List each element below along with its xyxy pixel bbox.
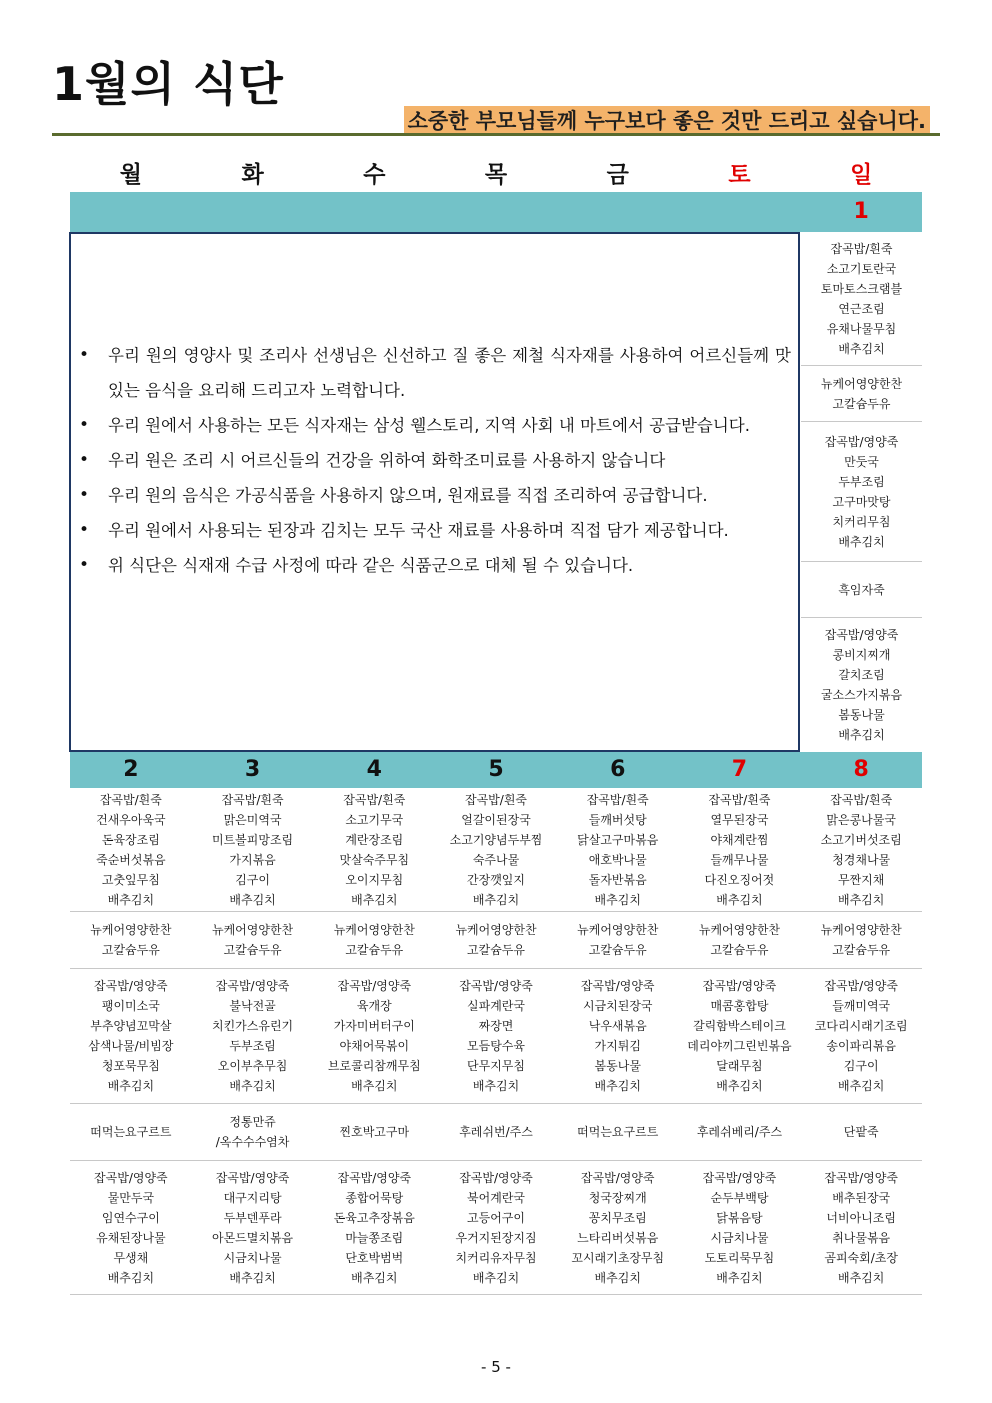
menu-item: 잡곡밥/영양죽 — [215, 1170, 290, 1185]
menu-item: 달래무침 — [716, 1059, 763, 1073]
menu-item: 배추김치 — [716, 1079, 763, 1093]
menu-cell-mon — [70, 912, 192, 968]
menu-cell-tue — [192, 1161, 314, 1294]
menu-item: 북어계란국 — [467, 1190, 525, 1205]
menu-item: 콩비지찌개 — [832, 648, 891, 662]
menu-item: 잡곡밥/흰죽 — [586, 792, 649, 807]
menu-item: 육개장 — [356, 999, 392, 1013]
menu-item: 잡곡밥/흰죽 — [708, 792, 771, 807]
menu-item: 잡곡밥/흰죽 — [99, 792, 162, 807]
menu-item: 애호박나물 — [588, 852, 647, 867]
week1-sunday-menu — [801, 232, 922, 752]
menu-row-dinner — [70, 969, 922, 1104]
menu-item: 너비아니조림 — [826, 1210, 896, 1225]
menu-item: 닭살고구마볶음 — [577, 832, 659, 847]
menu-item: 두부조림 — [229, 1039, 276, 1053]
menu-item: 연근조림 — [838, 301, 885, 316]
menu-item: 잡곡밥/영양죽 — [824, 628, 899, 642]
menu-item: 잡곡밥/영양죽 — [337, 1170, 412, 1185]
menu-item: 잡곡밥/영양죽 — [824, 979, 898, 993]
menu-item: 청국장찌개 — [588, 1190, 647, 1205]
menu-item: 가지튀김 — [594, 1039, 641, 1053]
menu-item: 배추김치 — [107, 892, 155, 907]
menu-cell-thu — [435, 1161, 557, 1294]
week2-date-thu: 5 — [488, 757, 504, 782]
menu-item: 물만두국 — [107, 1190, 155, 1205]
menu-item: 잡곡밥/영양죽 — [459, 979, 533, 993]
menu-item: 돌자반볶음 — [588, 872, 647, 887]
menu-item: 야채어묵볶이 — [339, 1039, 410, 1053]
menu-item: 치킨가스유린기 — [212, 1019, 294, 1033]
menu-item: 후레쉬베리/주스 — [696, 1125, 783, 1139]
menu-item: 잡곡밥/흰죽 — [830, 241, 893, 256]
menu-item: 고칼슘두유 — [345, 943, 404, 957]
menu-item: 건새우아욱국 — [96, 812, 166, 827]
notice-item: • 우리 원에서 사용되는 된장과 김치는 모두 국산 재료를 사용하며 직접 담가 제공합니다. — [79, 513, 791, 548]
menu-cell-tue — [192, 912, 314, 968]
menu-item: 배추김치 — [229, 892, 276, 907]
menu-row-supper — [70, 1161, 922, 1295]
menu-item: 가지볶음 — [229, 852, 276, 867]
menu-cell-sun — [800, 969, 922, 1103]
menu-item: 배추김치 — [351, 892, 398, 907]
week1-date-sun: 1 — [853, 199, 869, 224]
menu-item: 시금치나물 — [710, 1230, 769, 1245]
menu-item: 찐호박고구마 — [339, 1125, 410, 1139]
menu-item: 데리야끼그린빈볶음 — [687, 1039, 792, 1053]
notice-box — [69, 232, 800, 752]
menu-cell-wed — [313, 1161, 435, 1294]
menu-item: 후레쉬번/주스 — [459, 1125, 533, 1139]
weekday-header — [70, 156, 922, 189]
menu-item: 배추김치 — [472, 892, 520, 907]
menu-item: 정통만쥬 — [229, 1115, 276, 1129]
menu-cell-sun — [800, 788, 922, 911]
menu-item: 꼬시래기초장무침 — [571, 1250, 665, 1265]
menu-item: 시금치나물 — [223, 1250, 282, 1265]
weekday-sun: 일 — [850, 162, 873, 188]
menu-row-snack-am — [70, 912, 922, 969]
week2-date-sat: 7 — [731, 757, 748, 782]
slogan: 소중한 부모님들께 누구보다 좋은 것만 드리고 싶습니다. — [404, 106, 930, 136]
menu-item: 배추김치 — [837, 892, 885, 907]
menu-item: 꽁치무조림 — [588, 1210, 647, 1225]
menu-cell-dinner — [801, 422, 922, 562]
menu-item: 갈치조림 — [838, 668, 885, 682]
menu-item: 아몬드멸치볶음 — [212, 1230, 294, 1245]
menu-item: 잡곡밥/영양죽 — [337, 979, 412, 993]
week2-menu-grid — [70, 788, 922, 1295]
menu-cell-tue — [192, 969, 314, 1103]
menu-item: 임연수구이 — [101, 1210, 160, 1225]
menu-cell-wed — [313, 912, 435, 968]
menu-item: 고칼슘두유 — [101, 943, 160, 957]
menu-cell-thu — [435, 1104, 557, 1160]
menu-item: 송이파리볶음 — [826, 1039, 896, 1053]
menu-item: 잡곡밥/영양죽 — [702, 1170, 777, 1185]
menu-item: 김구이 — [843, 1059, 879, 1073]
menu-item: 단호박범벅 — [345, 1250, 404, 1265]
menu-item: 배추된장국 — [832, 1190, 891, 1205]
menu-cell-mon — [70, 1104, 192, 1160]
week1-date-band — [70, 192, 922, 232]
menu-item: 배추김치 — [351, 1270, 398, 1285]
week2-date-mon: 2 — [123, 757, 139, 782]
menu-cell-snack-am — [801, 366, 922, 422]
menu-cell-fri — [557, 1161, 679, 1294]
menu-item: 대구지리탕 — [223, 1190, 282, 1205]
menu-item: 들깨미역국 — [832, 999, 891, 1013]
menu-item: 잡곡밥/영양죽 — [824, 434, 899, 449]
menu-item: /옥수수수염차 — [215, 1135, 290, 1149]
menu-item: 잡곡밥/흰죽 — [221, 792, 284, 807]
menu-item: 치커리유자무침 — [455, 1250, 537, 1265]
menu-item: 청경채나물 — [832, 852, 891, 867]
menu-cell-sun — [800, 1161, 922, 1294]
menu-item: 두부조림 — [838, 474, 885, 489]
menu-item: 잡곡밥/영양죽 — [824, 1170, 898, 1185]
menu-item: 다진오징어젓 — [704, 872, 775, 887]
menu-item: 배추김치 — [229, 1270, 276, 1285]
menu-item: 고칼슘두유 — [710, 943, 769, 957]
menu-item: 고칼슘두유 — [467, 943, 525, 957]
weekday-wed: 수 — [363, 162, 386, 188]
menu-item: 시금치된장국 — [582, 999, 653, 1013]
menu-cell-thu — [435, 912, 557, 968]
week1-date-wed — [313, 192, 435, 232]
menu-item: 얼갈이된장국 — [461, 812, 531, 827]
menu-item: 배추김치 — [351, 1079, 398, 1093]
menu-item: 뉴케어영양한찬 — [698, 923, 781, 937]
menu-item: 치커리무침 — [832, 514, 891, 529]
week2-date-band — [70, 752, 922, 788]
menu-item: 배추김치 — [107, 1079, 155, 1093]
menu-item: 단무지무침 — [467, 1059, 525, 1073]
week1-date-thu — [435, 192, 557, 232]
week2-date-wed: 4 — [366, 757, 382, 782]
menu-item: 매콤홍합탕 — [710, 999, 769, 1013]
week1-date-tue — [192, 192, 314, 232]
menu-item: 배추김치 — [716, 892, 763, 907]
menu-item: 곰피숙회/초장 — [824, 1250, 898, 1265]
menu-item: 열무된장국 — [710, 812, 769, 827]
week1-date-mon — [70, 192, 192, 232]
menu-item: 봄동나물 — [594, 1059, 641, 1073]
menu-item: 뉴케어영양한찬 — [90, 923, 172, 937]
menu-item: 배추김치 — [594, 892, 641, 907]
menu-item: 맛살숙주무침 — [339, 852, 410, 867]
menu-item: 팽이미소국 — [101, 999, 160, 1013]
menu-item: 배추김치 — [229, 1079, 276, 1093]
menu-item: 소고기버섯조림 — [820, 832, 902, 847]
weekday-mon: 월 — [119, 162, 142, 188]
menu-item: 고춧잎무침 — [101, 872, 160, 887]
menu-item: 소고기양념두부찜 — [449, 832, 543, 847]
menu-item: 유채나물무침 — [826, 321, 897, 336]
menu-item: 흑임자죽 — [838, 582, 885, 597]
menu-item: 배추김치 — [838, 341, 885, 356]
menu-cell-snack-pm — [801, 562, 922, 618]
menu-item: 무생채 — [113, 1250, 149, 1265]
menu-cell-sat — [679, 912, 801, 968]
notice-item: • 우리 원의 음식은 가공식품을 사용하지 않으며, 원재료를 직접 조리하여 공급합니다. — [79, 478, 791, 513]
menu-cell-tue — [192, 1104, 314, 1160]
menu-item: 잡곡밥/영양죽 — [580, 1170, 655, 1185]
menu-item: 브로콜리참깨무침 — [327, 1059, 421, 1073]
menu-cell-mon — [70, 969, 192, 1103]
menu-item: 취나물볶음 — [832, 1230, 891, 1245]
menu-cell-sun — [800, 912, 922, 968]
week1-date-fri — [557, 192, 679, 232]
menu-item: 뉴케어영양한찬 — [455, 923, 537, 937]
menu-item: 잡곡밥/흰죽 — [830, 792, 893, 807]
menu-item: 토마토스크램블 — [820, 281, 903, 296]
menu-item: 잡곡밥/영양죽 — [94, 1170, 168, 1185]
menu-item: 우거지된장지짐 — [455, 1230, 537, 1245]
menu-item: 순두부백탕 — [710, 1190, 769, 1205]
menu-cell-supper — [801, 618, 922, 752]
menu-row-snack-pm — [70, 1104, 922, 1161]
menu-item: 배추김치 — [837, 1079, 885, 1093]
menu-item: 만둣국 — [844, 454, 879, 469]
menu-item: 뉴케어영양한찬 — [333, 923, 415, 937]
menu-item: 종합어묵탕 — [345, 1190, 404, 1205]
menu-item: 들깨버섯탕 — [588, 812, 647, 827]
menu-item: 간장깻잎지 — [467, 872, 525, 887]
menu-item: 미트볼피망조림 — [212, 832, 294, 847]
menu-cell-lunch — [801, 232, 922, 366]
weekday-fri: 금 — [606, 162, 629, 188]
page-title: 1월의 식단 — [52, 57, 284, 111]
menu-item: 실파계란국 — [467, 999, 525, 1013]
menu-item: 숙주나물 — [472, 852, 520, 867]
week1-date-sat — [679, 192, 801, 232]
menu-item: 잡곡밥/영양죽 — [702, 979, 777, 993]
menu-row-lunch — [70, 788, 922, 912]
menu-item: 배추김치 — [594, 1270, 641, 1285]
weekday-thu: 목 — [484, 162, 508, 188]
page-number: - 5 - — [481, 1358, 511, 1376]
menu-item: 배추김치 — [837, 1270, 885, 1285]
menu-item: 오이지무침 — [345, 872, 404, 887]
menu-cell-fri — [557, 969, 679, 1103]
menu-item: 잡곡밥/영양죽 — [94, 979, 168, 993]
menu-item: 두부덴푸라 — [223, 1210, 282, 1225]
menu-item: 뉴케어영양한찬 — [212, 923, 294, 937]
notice-item: • 우리 원은 조리 시 어르신들의 건강을 위하여 화학조미료를 사용하지 않습니다 — [79, 443, 791, 478]
week2-date-fri: 6 — [610, 757, 626, 782]
menu-item: 도토리묵무침 — [704, 1250, 775, 1265]
menu-item: 봄동나물 — [838, 708, 885, 722]
menu-cell-thu — [435, 969, 557, 1103]
menu-item: 오이부추무침 — [217, 1059, 288, 1073]
menu-item: 낙우새볶음 — [588, 1019, 647, 1033]
notice-item: • 우리 원의 영양사 및 조리사 선생님은 신선하고 질 좋은 제철 식자재를 사용하여 어르신들께 맛있는 음식을 요리해 드리고자 노력합니다. — [79, 338, 791, 408]
menu-cell-sat — [679, 969, 801, 1103]
menu-item: 맑은콩나물국 — [826, 812, 896, 827]
menu-cell-mon — [70, 1161, 192, 1294]
menu-item: 고칼슘두유 — [832, 396, 891, 411]
menu-item: 죽순버섯볶음 — [96, 852, 166, 867]
menu-item: 잡곡밥/영양죽 — [459, 1170, 533, 1185]
menu-item: 갈릭함박스테이크 — [693, 1019, 786, 1033]
menu-item: 가자미버터구이 — [333, 1019, 415, 1033]
menu-cell-thu — [435, 788, 557, 911]
notice-item: • 위 식단은 식재재 수급 사정에 따라 같은 식품군으로 대체 될 수 있습니다. — [79, 548, 791, 583]
menu-item: 배추김치 — [472, 1270, 520, 1285]
menu-item: 김구이 — [235, 872, 270, 887]
week2-date-sun: 8 — [853, 757, 869, 782]
menu-item: 들깨무나물 — [710, 852, 769, 867]
menu-item: 불낙전골 — [229, 999, 276, 1013]
menu-item: 단팥죽 — [843, 1125, 879, 1139]
menu-item: 야채계란찜 — [710, 832, 769, 847]
menu-item: 부추양념꼬막살 — [90, 1019, 172, 1033]
menu-item: 소고기토란국 — [826, 261, 897, 276]
menu-item: 배추김치 — [594, 1079, 641, 1093]
title-underline — [52, 133, 940, 136]
menu-item: 배추김치 — [107, 1270, 155, 1285]
menu-item: 떠먹는요구르트 — [90, 1125, 172, 1139]
menu-item: 청포묵무침 — [101, 1059, 160, 1073]
menu-item: 잡곡밥/영양죽 — [215, 979, 290, 993]
menu-cell-mon — [70, 788, 192, 911]
menu-cell-fri — [557, 788, 679, 911]
menu-item: 삼색나물/비빔장 — [88, 1039, 174, 1053]
menu-item: 돈육고추장볶음 — [333, 1210, 415, 1225]
menu-cell-sat — [679, 1161, 801, 1294]
weekday-sat: 토 — [728, 162, 751, 188]
menu-item: 돈육장조림 — [101, 832, 160, 847]
menu-item: 잡곡밥/영양죽 — [580, 979, 655, 993]
notice-item: • 우리 원에서 사용하는 모든 식자재는 삼성 웰스토리, 지역 사회 내 마트에서 공급받습니다. — [79, 408, 791, 443]
menu-item: 잡곡밥/흰죽 — [343, 792, 406, 807]
menu-item: 배추김치 — [472, 1079, 520, 1093]
menu-item: 배추김치 — [716, 1270, 763, 1285]
menu-cell-fri — [557, 1104, 679, 1160]
menu-item: 짜장면 — [478, 1019, 514, 1033]
menu-item: 뉴케어영양한찬 — [577, 923, 659, 937]
menu-cell-sat — [679, 788, 801, 911]
notice-list — [79, 338, 791, 583]
menu-item: 뉴케어영양한찬 — [820, 376, 903, 391]
menu-item: 고구마맛탕 — [832, 494, 891, 509]
menu-cell-sun — [800, 1104, 922, 1160]
menu-item: 배추김치 — [838, 728, 885, 742]
menu-item: 코다리시래기조림 — [814, 1019, 908, 1033]
menu-item: 느타리버섯볶음 — [577, 1230, 659, 1245]
menu-cell-wed — [313, 788, 435, 911]
menu-cell-fri — [557, 912, 679, 968]
menu-item: 고칼슘두유 — [832, 943, 891, 957]
menu-cell-tue — [192, 788, 314, 911]
menu-item: 떠먹는요구르트 — [577, 1125, 659, 1139]
menu-item: 고칼슘두유 — [588, 943, 647, 957]
menu-item: 마늘쫑조림 — [345, 1230, 404, 1245]
menu-cell-wed — [313, 1104, 435, 1160]
menu-item: 굴소스가지볶음 — [820, 688, 903, 702]
weekday-tue: 화 — [241, 162, 264, 188]
menu-item: 유채된장나물 — [96, 1230, 166, 1245]
menu-item: 고등어구이 — [467, 1210, 525, 1225]
menu-item: 맑은미역국 — [223, 812, 282, 827]
menu-item: 계란장조림 — [345, 832, 404, 847]
menu-item: 닭볶음탕 — [716, 1210, 763, 1225]
week2-date-tue: 3 — [244, 757, 261, 782]
menu-item: 고칼슘두유 — [223, 943, 282, 957]
menu-cell-wed — [313, 969, 435, 1103]
menu-cell-sat — [679, 1104, 801, 1160]
menu-item: 무짠지채 — [837, 872, 885, 887]
menu-item: 잡곡밥/흰죽 — [465, 792, 528, 807]
menu-item: 소고기무국 — [345, 812, 404, 827]
menu-item: 뉴케어영양한찬 — [820, 923, 902, 937]
menu-item: 모듬탕수육 — [467, 1039, 525, 1053]
menu-item: 배추김치 — [838, 534, 885, 549]
